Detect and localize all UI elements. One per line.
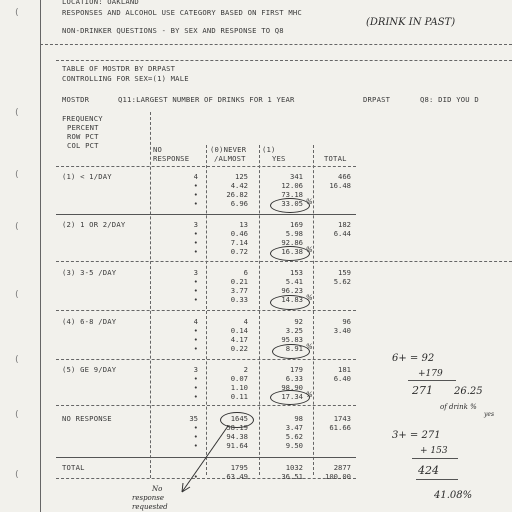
stub-col-pct: COL PCT (67, 141, 99, 150)
margin-rule (40, 58, 41, 512)
table-cell: • (193, 392, 198, 401)
row-label: (1) < 1/DAY (62, 172, 112, 181)
stub-percent: PERCENT (67, 123, 99, 132)
note-271: 271 (412, 384, 433, 397)
table-cell: 3 (193, 365, 198, 374)
table-cell: • (193, 286, 198, 295)
table-cell: 8.91 (285, 344, 303, 353)
note-requested: requested (132, 503, 168, 511)
binder-hole: ( (14, 170, 20, 180)
table-cell: 4.42 (230, 181, 248, 190)
total-cell: 1032 (285, 463, 303, 472)
table-cell: 7.14 (230, 238, 248, 247)
binder-hole: ( (14, 470, 20, 480)
note-no: No (152, 485, 163, 493)
table-cell: • (193, 441, 198, 450)
col-header-total: TOTAL (324, 154, 347, 163)
table-cell: 61.66 (329, 423, 351, 432)
table-cell: 0.33 (230, 295, 248, 304)
table-cell: • (193, 295, 198, 304)
table-cell: 3.40 (333, 326, 351, 335)
table-cell: 0.46 (230, 229, 248, 238)
note-plus179: +179 (418, 369, 443, 379)
note-response: response (132, 494, 165, 502)
table-cell: 6.40 (333, 374, 351, 383)
total-cell: 36.51 (281, 472, 303, 481)
table-cell: 13 (239, 220, 248, 229)
table-cell: 98.90 (281, 383, 303, 392)
table-cell: 341 (290, 172, 303, 181)
note-6plus: 6+ = 92 (392, 353, 435, 364)
handwritten-percent: % (306, 391, 313, 399)
note-424: 424 (418, 464, 439, 477)
table-cell: 96 (342, 317, 351, 326)
table-cell: 4 (193, 317, 198, 326)
table-cell: 17.34 (281, 392, 303, 401)
table-cell: 2 (243, 365, 248, 374)
table-cell: • (193, 423, 198, 432)
note-plus153: + 153 (420, 446, 448, 456)
handwritten-note-header: (DRINK IN PAST) (366, 17, 456, 28)
table-rule (56, 60, 512, 61)
note-3plus: 3+ = 271 (392, 430, 441, 441)
table-cell: 5.62 (285, 432, 303, 441)
table-title: TABLE OF MOSTDR BY DRPAST (62, 64, 176, 73)
table-cell: 35 (189, 414, 198, 423)
total-label: TOTAL (62, 463, 85, 472)
row-question: Q11:LARGEST NUMBER OF DRINKS FOR 1 YEAR (118, 95, 295, 104)
table-cell: • (193, 190, 198, 199)
table-cell: • (193, 335, 198, 344)
table-cell: 125 (235, 172, 248, 181)
pen-circle (270, 246, 310, 261)
stub-frequency: FREQUENCY (62, 114, 103, 123)
note-4108: 41.08% (434, 490, 473, 501)
table-control: CONTROLLING FOR SEX=(1) MALE (62, 74, 189, 83)
row-variable: MOSTDR (62, 95, 90, 104)
table-cell: 73.18 (281, 190, 303, 199)
col-question: Q8: DID YOU D (420, 95, 479, 104)
pen-circle (270, 295, 310, 310)
note-underline (416, 479, 458, 480)
table-cell: 466 (338, 172, 351, 181)
table-cell: 98 (294, 414, 303, 423)
row-label: (4) 6-8 /DAY (62, 317, 117, 326)
table-cell: • (193, 383, 198, 392)
table-cell: 16.38 (281, 247, 303, 256)
table-cell: 0.14 (230, 326, 248, 335)
table-cell: 5.62 (333, 277, 351, 286)
note-underline (408, 380, 456, 381)
col-header-response: RESPONSE (153, 154, 190, 163)
table-cell: • (193, 374, 198, 383)
col-header-yes: YES (272, 154, 286, 163)
total-cell: 2877 (333, 463, 351, 472)
table-rule (56, 166, 356, 167)
binder-hole: ( (14, 290, 20, 300)
table-cell: 92.86 (281, 238, 303, 247)
table-cell: 179 (290, 365, 303, 374)
table-cell: 5.41 (285, 277, 303, 286)
binder-hole: ( (14, 410, 20, 420)
table-cell: 58.19 (226, 423, 248, 432)
note-underline (412, 458, 458, 459)
binder-hole: ( (14, 222, 20, 232)
table-cell: 1645 (230, 414, 248, 423)
pen-circle (270, 198, 310, 213)
table-cell: 1743 (333, 414, 351, 423)
note-yes: yes (484, 411, 495, 418)
handwritten-percent: % (306, 294, 313, 302)
table-cell: 3 (193, 268, 198, 277)
table-rule (56, 261, 512, 262)
table-rule (56, 359, 356, 360)
table-cell: 4 (243, 317, 248, 326)
table-rule (56, 214, 356, 215)
table-cell: 95.83 (281, 335, 303, 344)
table-cell: 16.48 (329, 181, 351, 190)
location-text: LOCATION: OAKLAND (62, 0, 139, 6)
table-cell: • (193, 229, 198, 238)
table-cell: 6 (243, 268, 248, 277)
table-cell: 9.50 (285, 441, 303, 450)
table-cell: 3.25 (285, 326, 303, 335)
table-cell: 94.38 (226, 432, 248, 441)
handwritten-percent: % (306, 246, 313, 254)
table-cell: 0.21 (230, 277, 248, 286)
row-label: (3) 3-5 /DAY (62, 268, 117, 277)
table-cell: 159 (338, 268, 351, 277)
table-cell: • (193, 181, 198, 190)
margin-rule (40, 0, 41, 60)
table-cell: 6.96 (230, 199, 248, 208)
table-cell: 91.64 (226, 441, 248, 450)
table-cell: • (193, 344, 198, 353)
table-cell: 14.83 (281, 295, 303, 304)
table-cell: 6.44 (333, 229, 351, 238)
col-header-code1: (1) (262, 145, 276, 154)
total-cell: 100.00 (325, 472, 351, 481)
total-cell: • (193, 472, 198, 481)
table-cell: • (193, 432, 198, 441)
table-cell: 3 (193, 220, 198, 229)
table-cell: • (193, 238, 198, 247)
table-cell: 4 (193, 172, 198, 181)
report-subtitle: NON-DRINKER QUESTIONS - BY SEX AND RESPONSE TO Q8 (62, 26, 284, 35)
note-of-drink: of drink % (440, 403, 477, 411)
handwritten-percent: % (306, 198, 313, 206)
table-cell: 0.11 (230, 392, 248, 401)
row-label: (5) GE 9/DAY (62, 365, 117, 374)
table-cell: 4.17 (230, 335, 248, 344)
pen-circle (272, 344, 310, 359)
table-cell: 12.06 (281, 181, 303, 190)
total-cell: 63.49 (226, 472, 248, 481)
table-cell: 96.23 (281, 286, 303, 295)
table-rule (56, 405, 356, 406)
stub-row-pct: ROW PCT (67, 132, 99, 141)
table-cell: 3.77 (230, 286, 248, 295)
table-cell: 1.10 (230, 383, 248, 392)
table-cell: 0.07 (230, 374, 248, 383)
table-cell: 3.47 (285, 423, 303, 432)
table-cell: 6.33 (285, 374, 303, 383)
table-cell: 0.22 (230, 344, 248, 353)
total-cell: 1795 (230, 463, 248, 472)
table-cell: 153 (290, 268, 303, 277)
col-variable: DRPAST (363, 95, 391, 104)
col-header-no: NO (153, 145, 163, 154)
binder-hole: ( (14, 355, 20, 365)
table-cell: 33.05 (281, 199, 303, 208)
report-title: RESPONSES AND ALCOHOL USE CATEGORY BASED ON FIRST MHC (62, 8, 302, 17)
separator (40, 44, 512, 45)
col-header-never: (0)NEVER (210, 145, 247, 154)
table-cell: 26.82 (226, 190, 248, 199)
table-cell: 181 (338, 365, 351, 374)
table-cell: 169 (290, 220, 303, 229)
table-cell: • (193, 326, 198, 335)
table-cell: • (193, 199, 198, 208)
row-label: NO RESPONSE (62, 414, 112, 423)
table-rule (56, 310, 356, 311)
table-cell: 182 (338, 220, 351, 229)
pen-arrow (160, 420, 240, 500)
table-cell: 5.98 (285, 229, 303, 238)
table-cell: • (193, 277, 198, 286)
table-cell: 92 (294, 317, 303, 326)
table-cell: 0.72 (230, 247, 248, 256)
handwritten-percent: % (306, 343, 313, 351)
binder-hole: ( (14, 8, 20, 18)
col-header-almost: /ALMOST (214, 154, 246, 163)
row-label: (2) 1 OR 2/DAY (62, 220, 126, 229)
binder-hole: ( (14, 108, 20, 118)
pen-circle (270, 390, 310, 405)
table-cell: • (193, 247, 198, 256)
note-2625: 26.25 (454, 386, 483, 397)
